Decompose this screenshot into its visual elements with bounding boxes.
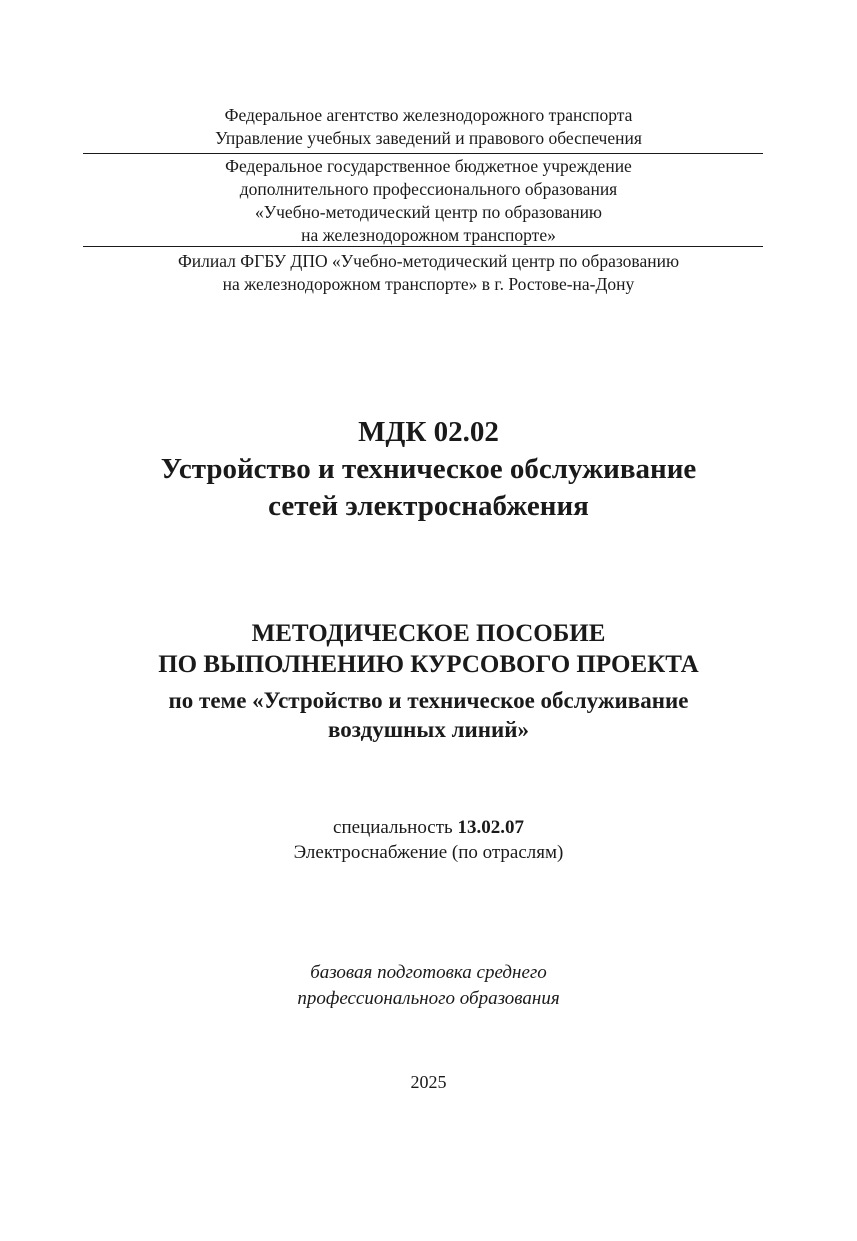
branch-block [0, 250, 857, 296]
course-code: МДК 02.02 [358, 416, 499, 448]
header-divider-top [83, 153, 763, 154]
institution-block [0, 155, 857, 247]
agency-block [0, 104, 857, 150]
course-title-line-2: сетей электроснабжения [268, 490, 589, 522]
document-topic-line-1: по теме «Устройство и техническое обслуживание [168, 688, 689, 713]
branch-line-2: на железнодорожном транспорте» в г. Ростове-на-Дону [222, 274, 635, 294]
institution-line-3: «Учебно-методический центр по образованию [254, 202, 603, 222]
year-text: 2025 [410, 1072, 447, 1092]
document-topic-line-2: воздушных линий» [327, 717, 529, 742]
document-topic-block [0, 686, 857, 744]
publication-year [0, 1070, 857, 1094]
specialty-line [0, 815, 857, 840]
specialty-code: 13.02.07 [457, 817, 524, 838]
document-type-line-2: ПО ВЫПОЛНЕНИЮ КУРСОВОГО ПРОЕКТА [158, 651, 699, 678]
education-level-line-1: базовая подготовка среднего [310, 962, 547, 983]
agency-line-2: Управление учебных заведений и правового обеспечения [215, 128, 642, 148]
header-divider-bottom [83, 246, 763, 247]
agency-line-1: Федеральное агентство железнодорожного транспорта [224, 105, 633, 125]
branch-line-1: Филиал ФГБУ ДПО «Учебно-методический центр по образованию [177, 251, 680, 271]
specialty-block [0, 815, 857, 865]
specialty-name: Электроснабжение (по отраслям) [293, 842, 564, 863]
document-type-block [0, 618, 857, 680]
specialty-label: специальность [333, 817, 453, 838]
document-type-line-1: МЕТОДИЧЕСКОЕ ПОСОБИЕ [251, 620, 606, 647]
education-level-line-2: профессионального образования [297, 988, 560, 1009]
institution-line-1: Федеральное государственное бюджетное учреждение [225, 156, 632, 176]
course-title-block [0, 414, 857, 525]
institution-line-4: на железнодорожном транспорте» [301, 225, 556, 245]
education-level-block [0, 960, 857, 1012]
institution-line-2: дополнительного профессионального образования [239, 179, 618, 199]
course-title-line-1: Устройство и техническое обслуживание [160, 453, 697, 485]
